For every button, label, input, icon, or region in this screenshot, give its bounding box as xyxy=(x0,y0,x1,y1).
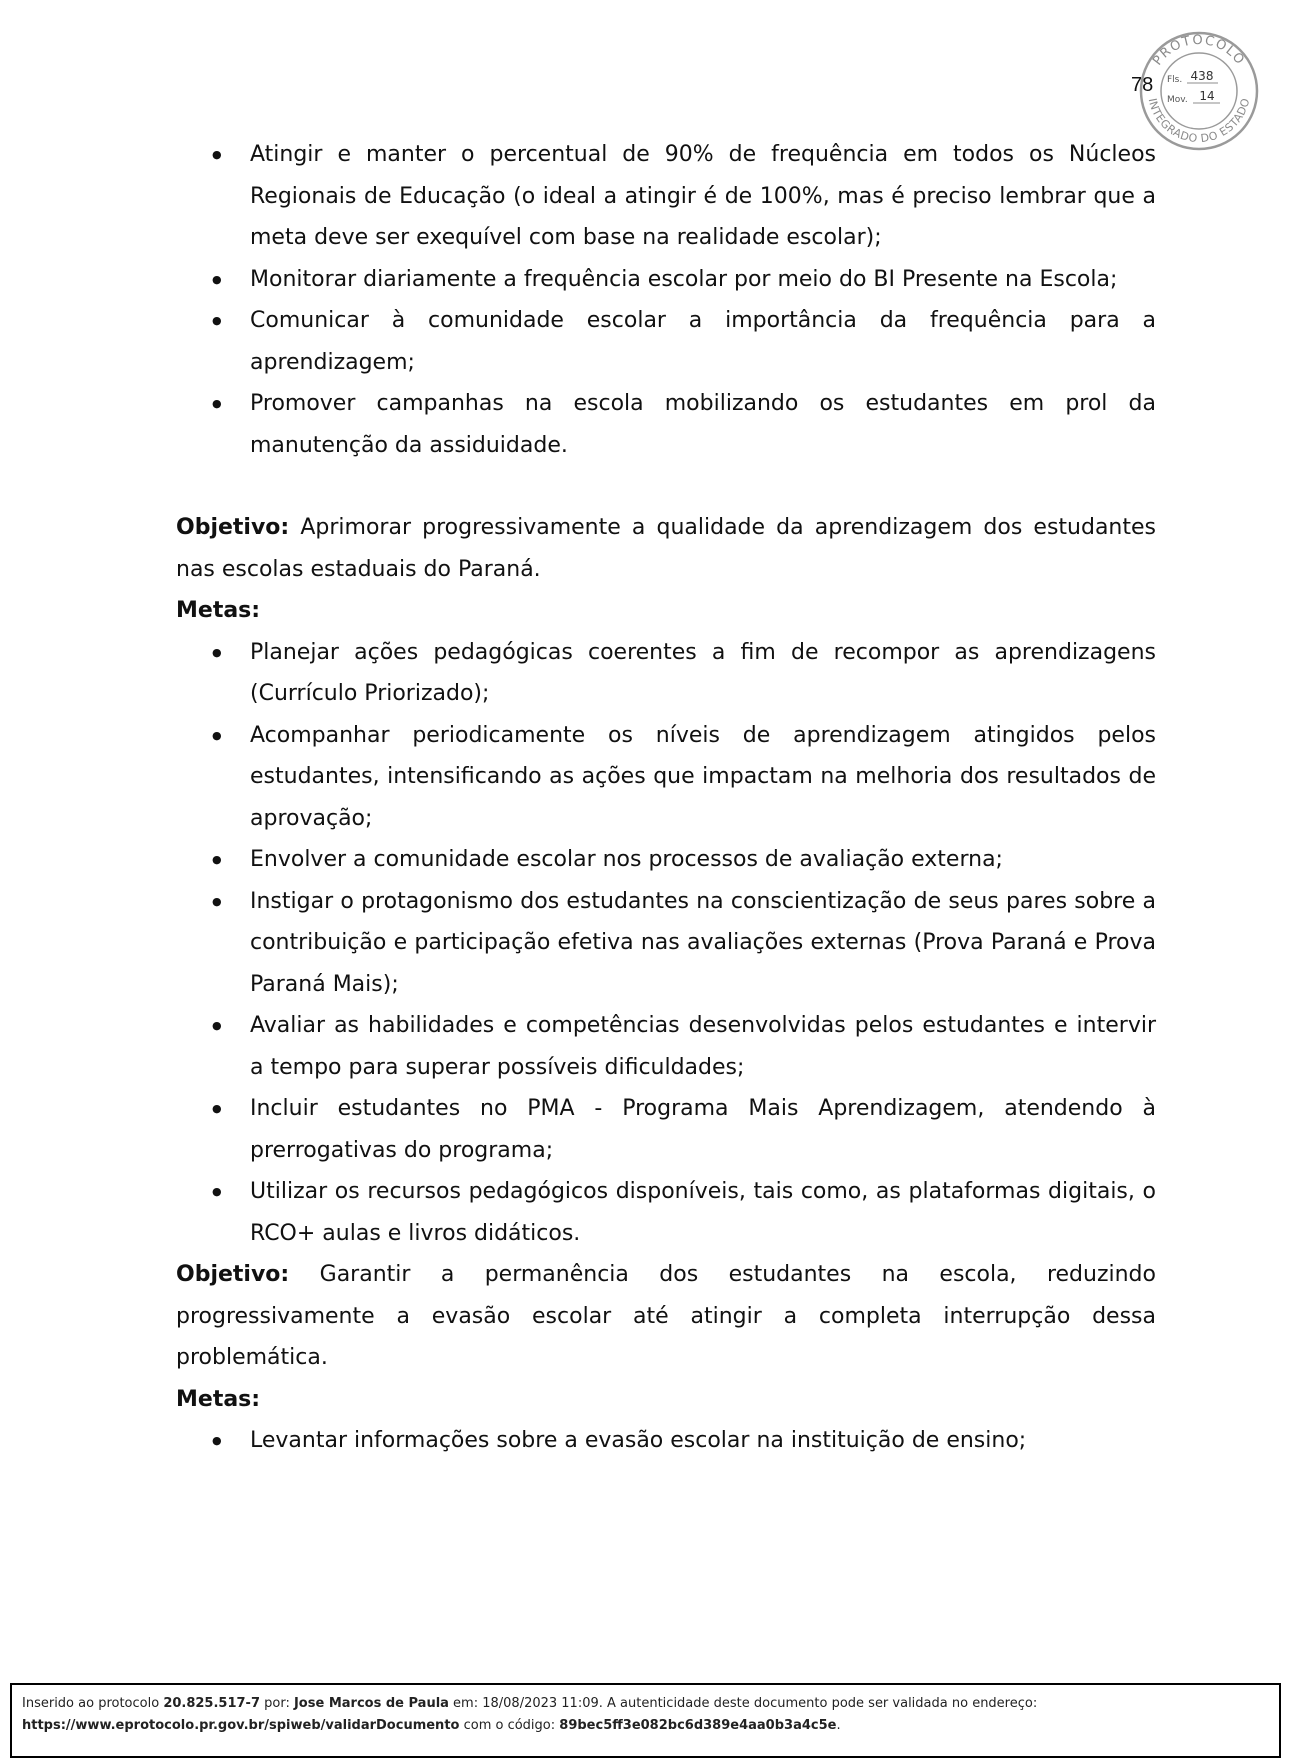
metas-heading: Metas: xyxy=(176,598,261,623)
authentication-footer xyxy=(10,1683,1281,1758)
footer-text: em: 18/08/2023 11:09. A autenticidade deste documento pode ser validada no endereço: xyxy=(448,1696,1038,1711)
protocol-stamp xyxy=(1138,30,1260,152)
footer-text: com o código: xyxy=(459,1718,560,1733)
stamp-fls-value: 438 xyxy=(1190,69,1214,83)
document-body xyxy=(176,134,1156,1462)
footer-text: por: xyxy=(260,1696,294,1711)
list-item: ● Avaliar as habilidades e competências desenvolvidas pelos estudantes e intervir a tempo para superar possíveis dificuldades; xyxy=(176,1005,1156,1088)
author-name: Jose Marcos de Paula xyxy=(293,1696,449,1711)
objective-learning xyxy=(176,507,1156,590)
objective-text: Garantir a permanência dos estudantes na escola, reduzindo progressivamente a evasão escolar até atingir a completa interrupção dessa problemática. xyxy=(176,1262,1156,1370)
list-item: ● Planejar ações pedagógicas coerentes a fim de recompor as aprendizagens (Currículo Priorizado); xyxy=(176,632,1156,715)
bullet-list-learning xyxy=(176,632,1156,1255)
list-item: ● Incluir estudantes no PMA - Programa Mais Aprendizagem, atendendo à prerrogativas do programa; xyxy=(176,1088,1156,1171)
metas-heading: Metas: xyxy=(176,1386,261,1412)
list-item: ● Envolver a comunidade escolar nos processos de avaliação externa; xyxy=(176,839,1156,881)
objective-text: Aprimorar progressivamente a qualidade da aprendizagem dos estudantes nas escolas estaduais do Paraná. xyxy=(176,515,1156,582)
svg-text:INTEGRADO DO ESTADO xyxy=(1146,97,1253,146)
list-item: ● Comunicar à comunidade escolar a importância da frequência para a aprendizagem; xyxy=(176,300,1156,383)
list-item: ● Instigar o protagonismo dos estudantes na conscientização de seus pares sobre a contribuição e participação efetiva nas avaliações externas (Prova Paraná e Prova Paraná Mais); xyxy=(176,881,1156,1006)
stamp-fls-label: Fls. xyxy=(1167,75,1183,85)
footer-text: Inserido ao protocolo xyxy=(22,1696,164,1711)
list-item: ● Levantar informações sobre a evasão escolar na instituição de ensino; xyxy=(176,1420,1156,1462)
footer-text: . xyxy=(836,1718,841,1733)
page-number: 78 xyxy=(1131,74,1154,96)
list-item: ● Atingir e manter o percentual de 90% de frequência em todos os Núcleos Regionais de Educação (o ideal a atingir é de 100%, mas é preciso lembrar que a meta deve ser exequível com base na realidade escolar); xyxy=(176,134,1156,259)
stamp-bottom-text: INTEGRADO DO ESTADO xyxy=(1145,96,1253,146)
list-item: ● Utilizar os recursos pedagógicos disponíveis, tais como, as plataformas digitais, o RCO+ aulas e livros didáticos. xyxy=(176,1171,1156,1254)
protocol-number: 20.825.517-7 xyxy=(163,1696,260,1711)
spacer xyxy=(176,466,1156,507)
stamp-mov-value: 14 xyxy=(1199,89,1215,103)
bullet-list-permanence xyxy=(176,1420,1156,1462)
objective-permanence xyxy=(176,1254,1156,1379)
svg-text:PROTOCOLO xyxy=(1150,33,1248,69)
stamp-top-text: PROTOCOLO xyxy=(1150,32,1248,69)
list-item: ● Monitorar diariamente a frequência escolar por meio do BI Presente na Escola; xyxy=(176,259,1156,301)
stamp-mov-label: Mov. xyxy=(1167,95,1188,105)
bullet-list-attendance xyxy=(176,134,1156,466)
objective-label: Objetivo: xyxy=(176,515,290,540)
validation-url[interactable]: https://www.eprotocolo.pr.gov.br/spiweb/validarDocumento xyxy=(22,1718,460,1733)
validation-code: 89bec5ff3e082bc6d389e4aa0b3a4c5e xyxy=(559,1718,837,1733)
list-item: ● Acompanhar periodicamente os níveis de aprendizagem atingidos pelos estudantes, intensificando as ações que impactam na melhoria dos resultados de aprovação; xyxy=(176,715,1156,840)
objective-label: Objetivo: xyxy=(176,1262,290,1287)
list-item: ● Promover campanhas na escola mobilizando os estudantes em prol da manutenção da assiduidade. xyxy=(176,383,1156,466)
